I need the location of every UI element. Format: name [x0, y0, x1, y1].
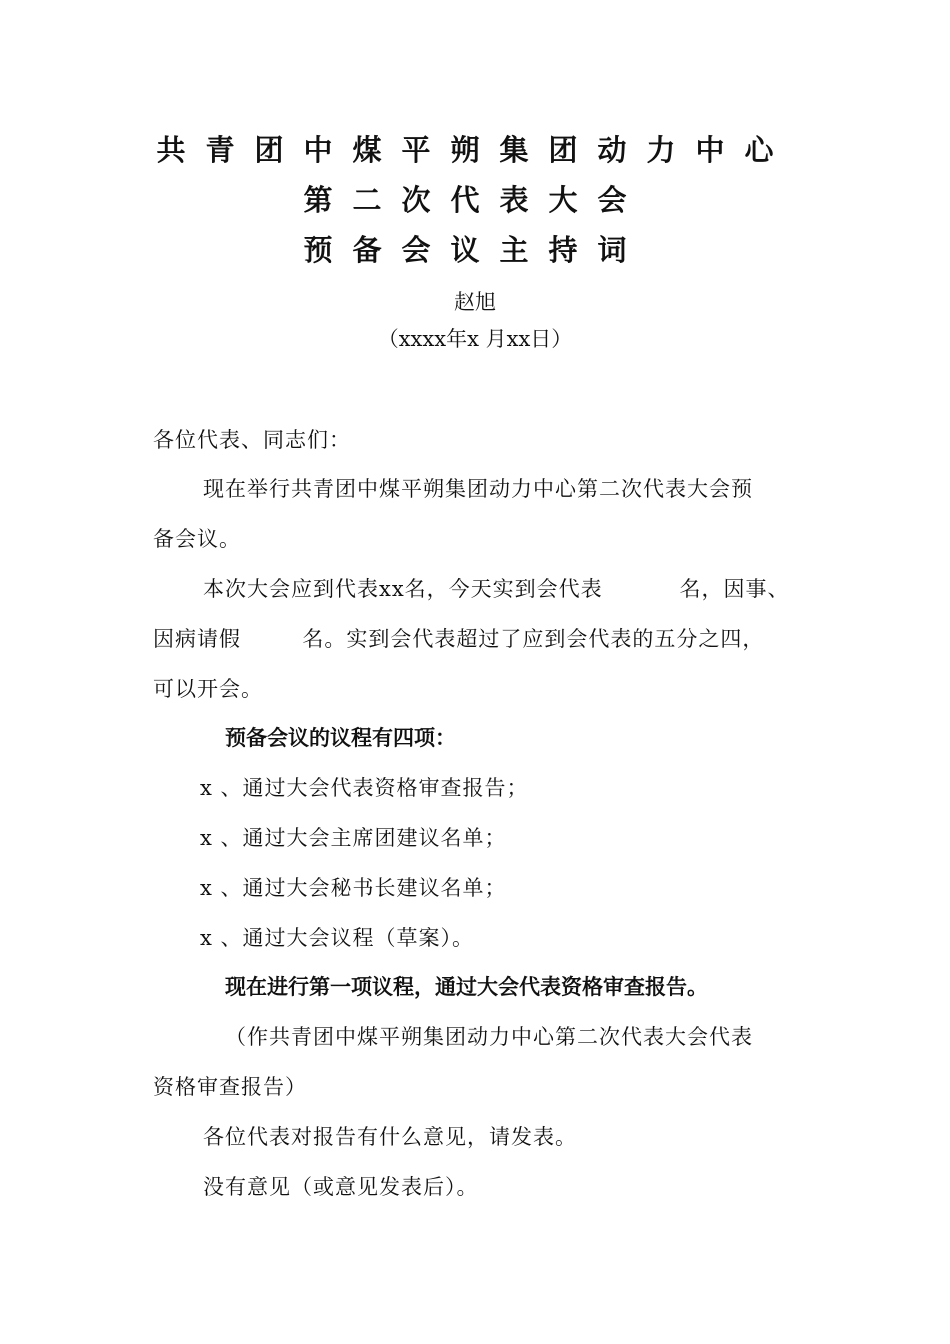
- paragraph-2-line-1: 本次大会应到代表xx名，今天实到会代表 名，因事、: [203, 577, 790, 601]
- step-1-heading: 现在进行第一项议程，通过大会代表资格审查报告。: [225, 975, 708, 999]
- ask-opinion: 各位代表对报告有什么意见，请发表。: [203, 1125, 577, 1149]
- agenda-heading: 预备会议的议程有四项：: [225, 726, 456, 750]
- title-line-3: 预备会议主持词: [303, 233, 647, 267]
- paragraph-1-line-2: 备会议。: [153, 527, 241, 551]
- agenda-item-4: x 、通过大会议程（草案）。: [200, 926, 475, 950]
- paragraph-1-line-1: 现在举行共青团中煤平朔集团动力中心第二次代表大会预: [203, 477, 753, 501]
- agenda-item-1: x 、通过大会代表资格审查报告；: [200, 776, 529, 800]
- author: 赵旭: [454, 290, 496, 314]
- paragraph-2-line-3: 可以开会。: [153, 677, 263, 701]
- title-line-2: 第二次代表大会: [303, 183, 647, 217]
- agenda-item-3: x 、通过大会秘书长建议名单；: [200, 876, 507, 900]
- step-1-note-line-1: （作共青团中煤平朔集团动力中心第二次代表大会代表: [225, 1025, 753, 1049]
- paragraph-2-line-2: 因病请假 名。实到会代表超过了应到会代表的五分之四，: [153, 627, 765, 651]
- no-opinion: 没有意见（或意见发表后）。: [203, 1175, 479, 1199]
- date: （xxxx年x 月xx日）: [377, 327, 573, 351]
- salutation: 各位代表、同志们：: [153, 428, 351, 452]
- agenda-item-2: x 、通过大会主席团建议名单；: [200, 826, 507, 850]
- step-1-note-line-2: 资格审查报告）: [153, 1075, 307, 1099]
- title-line-1: 共青团中煤平朔集团动力中心: [156, 133, 794, 167]
